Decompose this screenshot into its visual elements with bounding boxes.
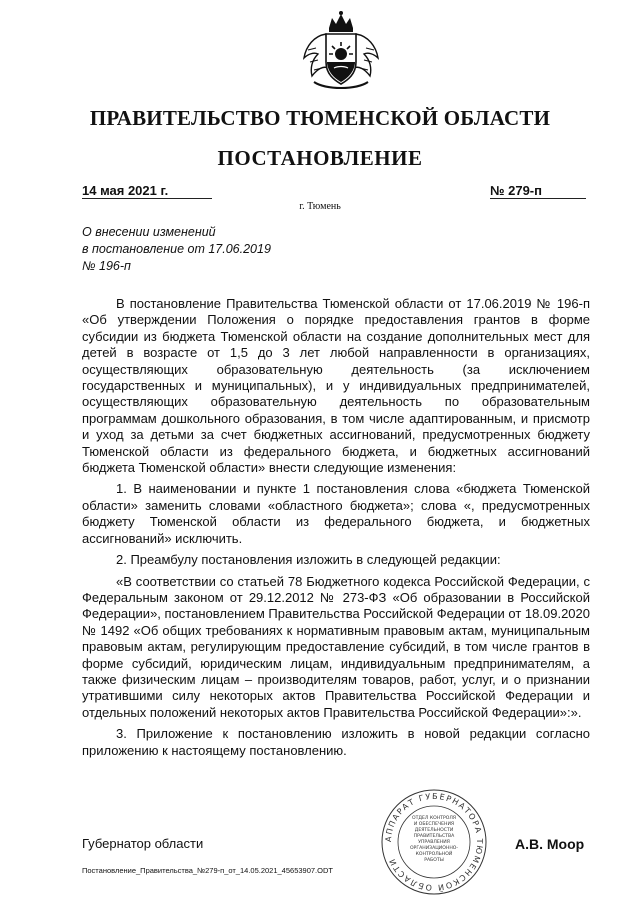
document-number: № 279-п bbox=[490, 183, 586, 199]
document-city: г. Тюмень bbox=[299, 201, 341, 212]
stamp-center-line: ДЕЯТЕЛЬНОСТИ bbox=[414, 828, 454, 833]
body-paragraph: 3. Приложение к постановлению изложить в новой редакции согласно приложению к настоящему постановлению. bbox=[82, 726, 590, 758]
stamp-ring-text: АППАРАТ ГУБЕРНАТОРА ТЮМЕНСКОЙ ОБЛАСТИ bbox=[383, 791, 485, 893]
signatory-title: Губернатор области bbox=[82, 836, 204, 851]
document-type: ПОСТАНОВЛЕНИЕ bbox=[217, 146, 423, 170]
document-subject bbox=[82, 224, 342, 275]
stamp-center-line: РАБОТЫ bbox=[424, 858, 444, 863]
government-name: ПРАВИТЕЛЬСТВО ТЮМЕНСКОЙ ОБЛАСТИ bbox=[89, 106, 551, 130]
document-body bbox=[82, 296, 590, 759]
stamp-center-line: ПРАВИТЕЛЬСТВА bbox=[413, 834, 455, 839]
file-footer: Постановление_Правительства_№279-п_от_14.05.2021_45653907.ODT bbox=[82, 866, 333, 875]
subject-line: О внесении изменений bbox=[82, 225, 216, 239]
stamp-center-line: УПРАВЛЕНИЯ bbox=[418, 840, 450, 845]
body-paragraph: 1. В наименовании и пункте 1 постановления слова «бюджета Тюменской области» заменить словами «областного бюджета»; слова «, предусмотренных бюджету Тюменской области из федерального бюджета, и бюджетных ассигнований» исключить. bbox=[82, 481, 590, 546]
subject-line: № 196-п bbox=[82, 259, 131, 273]
stamp-center-line: И ОБЕСПЕЧЕНИЯ bbox=[413, 822, 455, 827]
official-stamp bbox=[371, 787, 497, 897]
stamp-center-line: КОНТРОЛЬНОЙ bbox=[415, 852, 453, 857]
coat-of-arms-emblem bbox=[296, 10, 386, 92]
subject-line: в постановление от 17.06.2019 bbox=[82, 242, 271, 256]
stamp-center-line: ОТДЕЛ КОНТРОЛЯ bbox=[412, 816, 456, 821]
body-paragraph: «В соответствии со статьей 78 Бюджетного кодекса Российской Федерации, с Федеральным законом от 29.12.2012 № 273-ФЗ «Об образовании в Российской Федерации», постановлением Правительства Российской Федерации от 18.09.2020 № 1492 «Об общих требованиях к нормативным правовым актам, муниципальным правовым актам, регулирующим предоставление субсидий, в том числе грантов в форме субсидий, юридическим лицам, индивидуальным предпринимателям, а также физическим лицам – производителям товаров, работ, услуг, и о признании утратившими силу некоторых актов Правительства Российской Федерации и отдельных положений некоторых актов Правительства Российской Федерации»:». bbox=[82, 573, 590, 720]
document-date: 14 мая 2021 г. bbox=[82, 183, 212, 199]
signatory-name: А.В. Моор bbox=[515, 836, 585, 852]
body-paragraph: В постановление Правительства Тюменской области от 17.06.2019 № 196-п «Об утверждении Положения о порядке предоставления грантов в форме субсидии из бюджета Тюменской области на создание дополнительных мест для детей в возрасте от 1,5 до 3 лет любой направленности в организациях, осуществляющих образовательную деятельность (за исключением государственных и муниципальных), и у индивидуальных предпринимателей, осуществляющих образовательную деятельность по образовательным программам дошкольного образования, в том числе адаптированным, и присмотр и уход за детьми за счет бюджетных ассигнований, предусмотренных бюджету Тюменской области из федерального бюджета, и бюджетных ассигнований бюджета Тюменской области» внести следующие изменения: bbox=[82, 296, 590, 476]
body-paragraph: 2. Преамбулу постановления изложить в следующей редакции: bbox=[116, 552, 501, 568]
stamp-center-line: ОРГАНИЗАЦИОННО- bbox=[409, 846, 459, 851]
